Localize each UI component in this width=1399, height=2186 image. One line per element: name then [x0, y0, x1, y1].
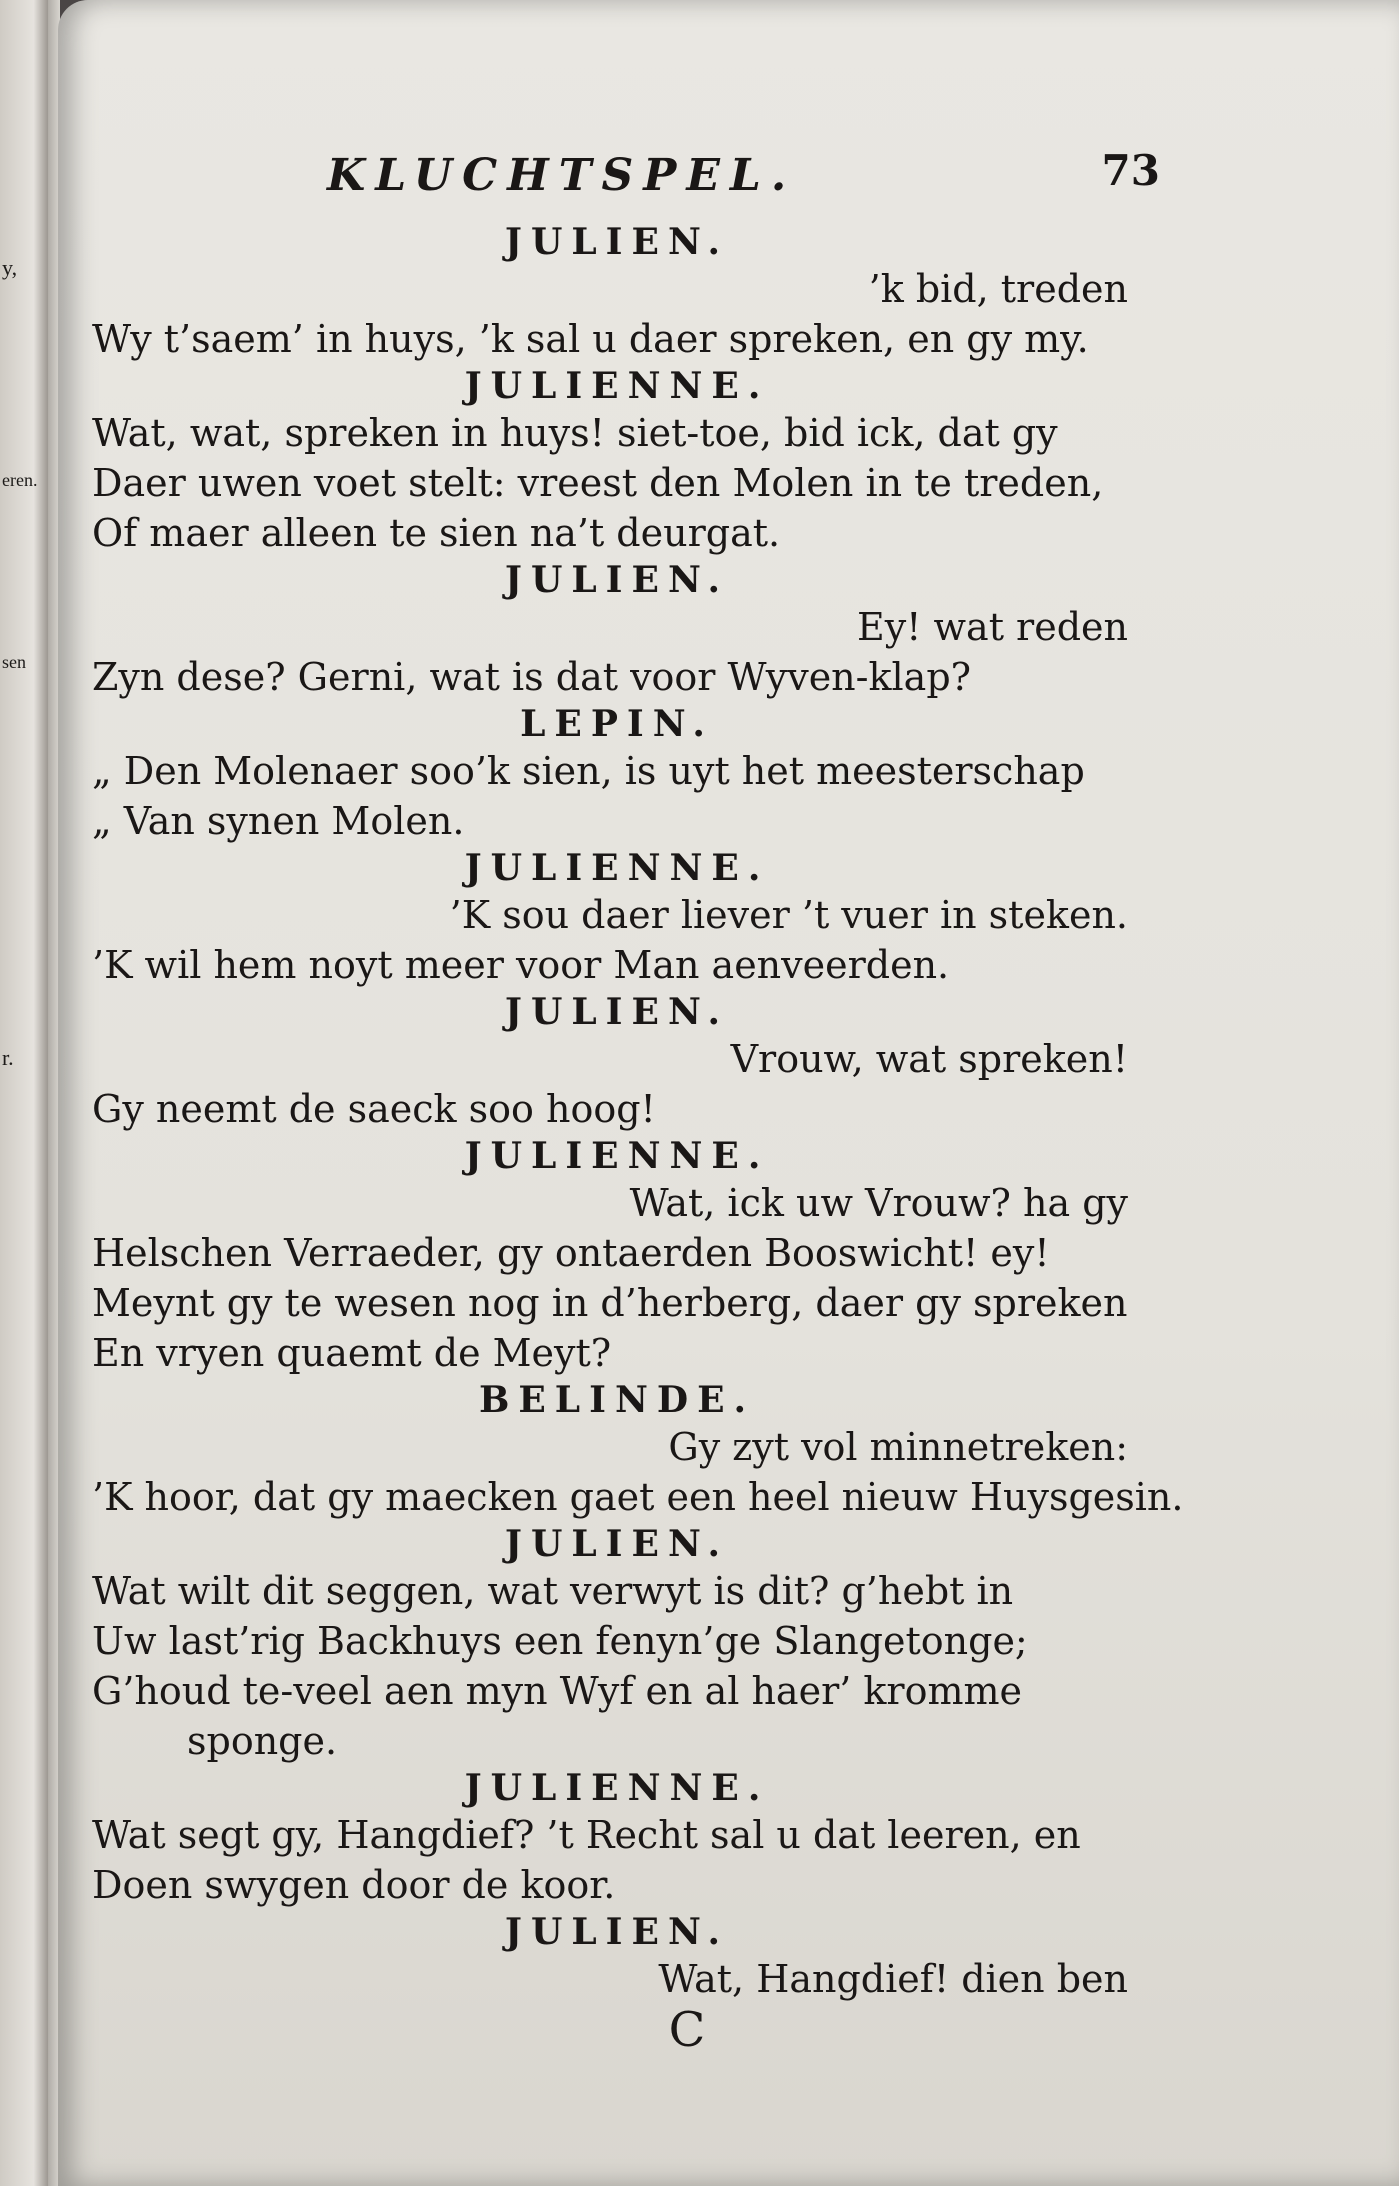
speech-block — [92, 1134, 1142, 1378]
speech-block — [92, 1378, 1184, 1522]
speaker-name: JULIEN. — [504, 1523, 730, 1565]
facing-page-edge — [0, 0, 48, 2186]
verse-line: sponge. — [187, 1719, 338, 1763]
verse-line: ’K hoor, dat gy maecken gaet een heel nieuw Huysgesin. — [92, 1475, 1184, 1519]
speech-block — [92, 220, 1142, 364]
verse-line: Meynt gy te wesen nog in d’herberg, daer gy spreken — [92, 1281, 1128, 1325]
verse-line: Wat wilt dit seggen, wat verwyt is dit? g’hebt in — [92, 1569, 1014, 1613]
page-number: 73 — [1101, 146, 1160, 195]
dialogue — [92, 220, 1184, 2004]
speaker-name: JULIEN. — [504, 559, 730, 601]
speaker-name: JULIEN. — [504, 991, 730, 1033]
verse-line: „ Van synen Molen. — [92, 799, 465, 843]
speaker-name: LEPIN. — [520, 703, 714, 745]
running-title: KLUCHTSPEL. — [327, 150, 797, 201]
signature-mark: C — [668, 2002, 706, 2058]
verse-line: Ey! wat reden — [856, 605, 1128, 649]
speech-block — [92, 558, 1142, 702]
facing-page-fragment: eren. — [2, 470, 38, 490]
speaker-name: JULIEN. — [504, 221, 730, 263]
page-text — [92, 146, 1184, 2058]
verse-line: Uw last’rig Backhuys een fenyn’ge Slangetonge; — [92, 1619, 1028, 1663]
verse-line: G’houd te-veel aen myn Wyf en al haer’ kromme — [92, 1669, 1023, 1713]
verse-line: Wat, Hangdief! dien ben — [658, 1957, 1128, 2001]
verse-line: Gy zyt vol minnetreken: — [668, 1425, 1128, 1469]
facing-page-fragment: y, — [2, 255, 18, 280]
speech-block — [92, 1522, 1142, 1766]
speech-block — [92, 990, 1142, 1134]
verse-line: Daer uwen voet stelt: vreest den Molen in te treden, — [92, 461, 1104, 505]
verse-line: Vrouw, wat spreken! — [730, 1037, 1128, 1081]
speaker-name: JULIENNE. — [464, 847, 770, 889]
verse-line: Wy t’saem’ in huys, ’k sal u daer spreken, en gy my. — [92, 317, 1089, 361]
verse-line: Wat, wat, spreken in huys! siet-toe, bid ick, dat gy — [92, 411, 1058, 455]
verse-line: Zyn dese? Gerni, wat is dat voor Wyven-klap? — [92, 655, 972, 699]
book-page — [58, 0, 1399, 2186]
facing-page-fragment: sen — [2, 652, 26, 672]
speech-block — [92, 1766, 1142, 1910]
speech-block — [92, 364, 1142, 558]
verse-line: „ Den Molenaer soo’k sien, is uyt het meesterschap — [92, 749, 1085, 793]
speaker-name: JULIENNE. — [464, 1767, 770, 1809]
speaker-name: JULIENNE. — [464, 1135, 770, 1177]
verse-line: Helschen Verraeder, gy ontaerden Booswicht! ey! — [92, 1231, 1050, 1275]
speech-block — [92, 846, 1142, 990]
verse-line: Wat segt gy, Hangdief? ’t Recht sal u dat leeren, en — [92, 1813, 1081, 1857]
verse-line: ’k bid, treden — [868, 267, 1128, 311]
facing-page-fragment: r. — [2, 1045, 14, 1070]
verse-line: ’K wil hem noyt meer voor Man aenveerden. — [92, 943, 950, 987]
verse-line: Wat, ick uw Vrouw? ha gy — [629, 1181, 1128, 1225]
verse-line: En vryen quaemt de Meyt? — [92, 1331, 612, 1375]
speech-block — [92, 1910, 1142, 2004]
speaker-name: JULIENNE. — [464, 365, 770, 407]
speech-block — [92, 702, 1142, 846]
speaker-name: BELINDE. — [478, 1379, 756, 1421]
verse-line: Gy neemt de saeck soo hoog! — [92, 1087, 656, 1131]
verse-line: ’K sou daer liever ’t vuer in steken. — [449, 893, 1128, 937]
speaker-name: JULIEN. — [504, 1911, 730, 1953]
verse-line: Doen swygen door de koor. — [92, 1863, 616, 1907]
verse-line: Of maer alleen te sien na’t deurgat. — [92, 511, 781, 555]
running-head — [92, 146, 1160, 220]
